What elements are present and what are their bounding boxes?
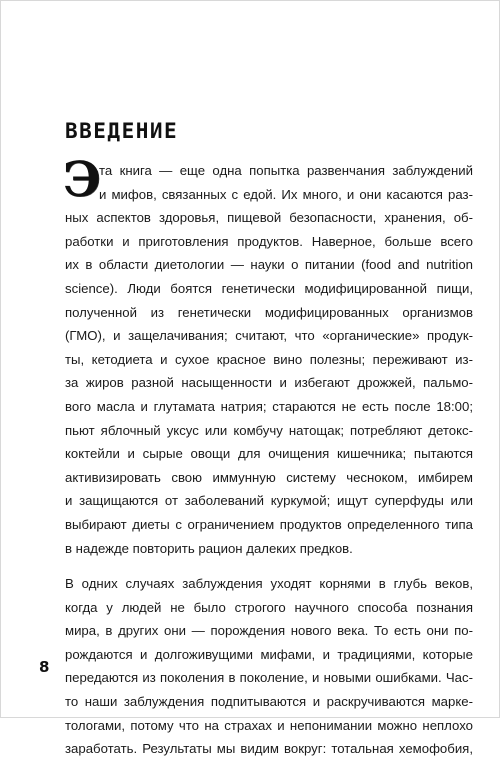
chapter-heading: ВВЕДЕНИЕ bbox=[65, 119, 179, 143]
text-line: вого масла и глутамата натрия; стараются не есть после 18:00; bbox=[65, 398, 473, 414]
text-line: (ГМО), и защелачивания; считают, что «органические» продук- bbox=[65, 328, 473, 344]
page-number: 8 bbox=[39, 658, 50, 676]
paragraph-2 bbox=[65, 572, 473, 761]
text-line: активизировать свою иммунную систему чесноком, имбирем bbox=[65, 469, 473, 485]
text-line: тологами, потому что на страхах и непонимании можно неплохо bbox=[65, 717, 473, 733]
text-line: в надежде повторить рацион далеких предков. bbox=[65, 540, 353, 556]
paragraph-1 bbox=[63, 152, 473, 560]
text-line: и мифов, связанных с едой. Их много, и они касаются раз- bbox=[99, 186, 473, 202]
body-text bbox=[63, 152, 473, 761]
text-line: когда у людей не было строгого научного способа познания bbox=[65, 599, 473, 615]
text-line: передаются из поколения в поколение, и новыми ошибками. Час- bbox=[65, 670, 473, 686]
text-line: пьют яблочный уксус или комбучу натощак; потребляют детокс- bbox=[65, 422, 473, 438]
text-line: и защищаются от заболеваний куркумой; ищут суперфуды или bbox=[65, 493, 473, 509]
text-line: то наши заблуждения подпитываются и раскручиваются марке- bbox=[65, 694, 473, 710]
drop-cap-letter: Э bbox=[63, 152, 102, 208]
text-line: выбирают диеты с ограничением продуктов определенного типа bbox=[65, 516, 473, 532]
text-line: за жиров разной насыщенности и избегают дрожжей, пальмо- bbox=[65, 375, 473, 391]
text-line: ты, кетодиета и сухое красное вино полезны; переживают из- bbox=[65, 351, 473, 367]
text-line: ных аспектов здоровья, пищевой безопасности, хранения, об- bbox=[65, 210, 473, 226]
text-line: их в области диетологии — науки о питании (food and nutrition bbox=[65, 257, 473, 273]
text-line: science). Люди боятся генетически модифицированной пищи, bbox=[65, 280, 473, 296]
text-line: коктейли и сырые овощи для очищения кишечника; пытаются bbox=[65, 446, 473, 462]
text-line: работки и приготовления продуктов. Наверное, больше всего bbox=[65, 233, 473, 249]
text-line: заработать. Результаты мы видим вокруг: тотальная хемофобия, bbox=[65, 741, 473, 757]
paragraph-gap bbox=[65, 560, 473, 572]
text-line: та книга — еще одна попытка развенчания заблуждений bbox=[99, 163, 473, 178]
text-line: рождаются и долгоживущими мифами, и традициями, которые bbox=[65, 646, 473, 662]
text-line: полученной из генетически модифицированных организмов bbox=[65, 304, 473, 320]
text-line: В одних случаях заблуждения уходят корнями в глубь веков, bbox=[65, 576, 473, 592]
text-line: мира, в других они — порождения нового века. То есть они по- bbox=[65, 623, 473, 639]
